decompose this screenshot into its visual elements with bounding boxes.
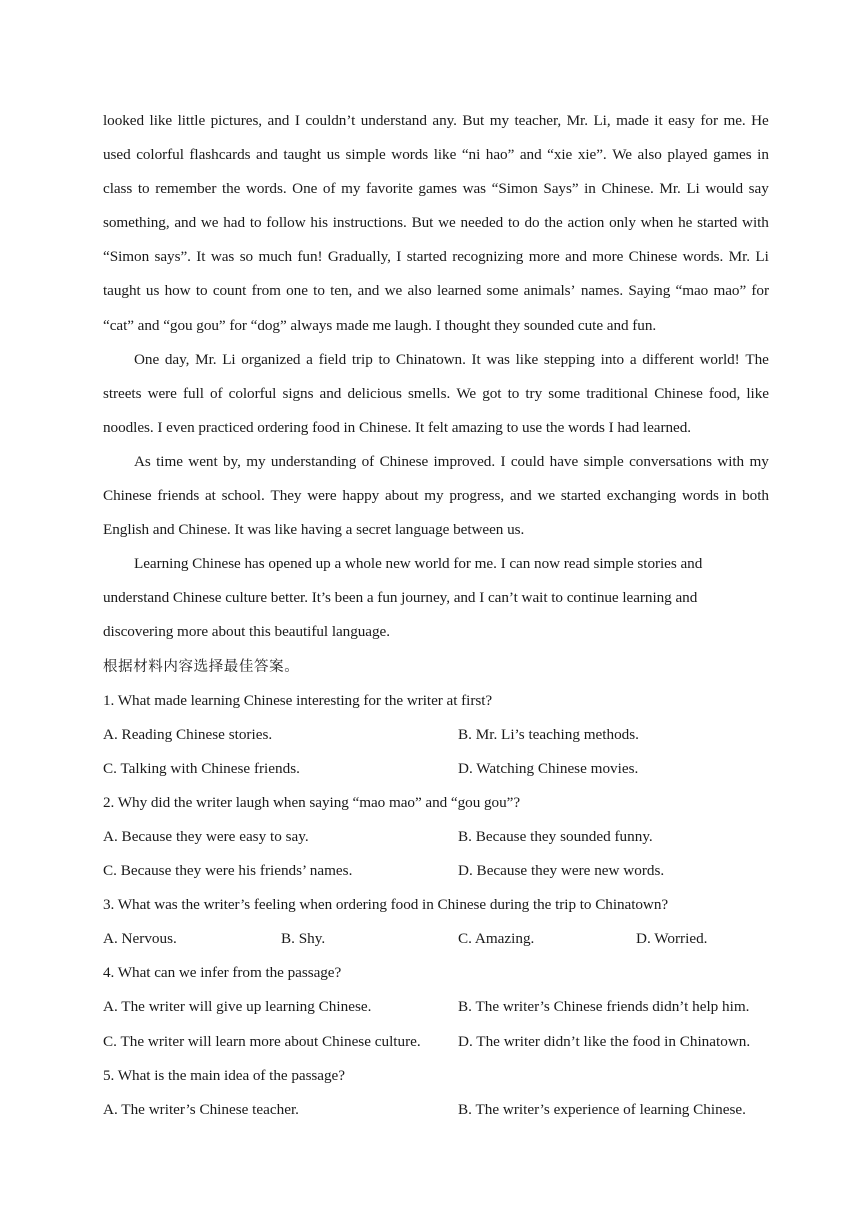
word: time [156,452,183,470]
word: ten, [330,282,353,300]
word: “ni [461,146,481,164]
word: my [489,112,509,129]
word: He [751,112,769,129]
word: class [103,180,133,198]
word: also [407,282,432,300]
word: of [209,384,223,402]
option-d: D. Worried. [636,930,708,948]
word: field [318,350,347,368]
word: both [742,487,769,505]
word: started [560,487,601,505]
word: Mr. [566,112,588,129]
word: streets [103,384,142,402]
option-c: C. Amazing. [458,930,535,948]
word: trip [351,350,373,368]
word: used [103,146,131,164]
word: Chinese [379,452,429,470]
word: Saying [628,282,671,300]
word: I [500,452,506,470]
word: food, [708,384,741,402]
word: we [200,214,219,232]
word: Li, [593,112,611,129]
word: organized [241,350,301,368]
word: some [548,384,581,402]
word: fun! [297,248,323,266]
option-b: B. Mr. Li’s teaching methods. [458,725,639,743]
word: how [164,282,191,300]
word: conversations [629,452,712,470]
word: words [682,487,719,505]
word: Li [755,248,769,266]
option-d: D. Because they were new words. [458,862,665,880]
word: Gradually, [327,248,391,266]
passage-line: discovering more about this beautiful language. [103,623,390,641]
word: Mr. [728,248,750,266]
passage-line: “cat” and “gou gou” for “dog” always made me laugh. I thought they sounded cute and fun. [103,316,657,334]
word: started [406,248,447,266]
word: was [462,180,487,198]
option-row [103,1093,769,1127]
word: flashcards [189,146,251,164]
word: It [196,248,206,266]
word: xie”. [577,146,607,164]
word: my [246,452,266,470]
word: different [642,350,694,368]
word: friends [157,487,200,505]
word: follow [266,214,306,232]
word: But [411,214,434,232]
word: stepping [543,350,595,368]
word: smells. [407,384,451,402]
word: and [519,146,542,164]
option-a: A. The writer’s Chinese teacher. [103,1100,299,1118]
option-a: A. The writer will give up learning Chinese. [103,998,372,1016]
word: We [456,384,477,402]
word: us [145,282,160,300]
word: progress, [449,487,505,505]
passage-line: noodles. I even practiced ordering food in Chinese. It felt amazing to use the words I had learned. [103,418,692,436]
word: only [609,214,636,232]
word: colorful [136,146,184,164]
option-c: C. The writer will learn more about Chinese culture. [103,1032,421,1050]
word: say [748,180,769,198]
word: with [717,452,745,470]
passage-line [103,377,769,411]
word: to [507,384,520,402]
word: One [292,180,318,198]
word: Chinese. [601,180,654,198]
word: Mr. [659,180,681,198]
passage-line [103,274,769,308]
option-c: C. Talking with Chinese friends. [103,759,300,777]
word: much [258,248,293,266]
word: in [757,146,769,164]
word: for [751,282,769,300]
word: names. [580,282,624,300]
word: were [307,487,337,505]
word: and [319,384,342,402]
word: Li [222,350,236,368]
word: simple [345,146,386,164]
word: and [565,248,587,266]
question-stem: 3. What was the writer’s feeling when ordering food in Chinese during the trip to Chinatown? [103,896,669,914]
word: “mao [675,282,709,300]
word: my [749,452,769,470]
question-stem: 4. What can we infer from the passage? [103,964,342,982]
option-row [103,752,769,786]
word: from [251,282,281,300]
word: we [537,487,556,505]
word: I [294,112,300,129]
option-a: A. Nervous. [103,930,177,948]
word: action [567,214,605,232]
word: in [584,180,596,198]
passage-paragraph-1 [103,104,769,343]
word: Mr. [195,350,217,368]
word: favorite [365,180,413,198]
word: was [486,350,510,368]
question-stem: 5. What is the main idea of the passage? [103,1066,345,1084]
question-stem: 2. Why did the writer laugh when saying “mao mao” and “gou gou”? [103,793,521,811]
word: to [313,282,325,300]
word: my [341,180,361,198]
word: the [221,180,241,198]
word: and [509,487,532,505]
word: games [713,146,752,164]
option-b: B. Shy. [281,930,326,948]
word: do [524,214,540,232]
word: by, [222,452,241,470]
word: like [149,112,173,129]
option-b: B. The writer’s Chinese friends didn’t help him. [458,998,750,1016]
passage-line [103,343,769,377]
passage-line [103,240,769,274]
word: words. [245,180,287,198]
question-3 [103,888,769,956]
word: and [267,112,290,129]
word: improved. [433,452,496,470]
word: like [433,146,457,164]
word: school. [221,487,265,505]
word: a [629,350,637,368]
word: would [705,180,744,198]
word: try [525,384,543,402]
word: looked [103,112,145,129]
passage-line [103,104,769,138]
word: instructions. [332,214,407,232]
word: any. [432,112,457,129]
word: traditional [586,384,649,402]
word: of [322,180,336,198]
word: started [697,214,738,232]
word: his [310,214,328,232]
word: like [746,384,769,402]
word: to [378,350,391,368]
option-row [103,1025,769,1059]
word: learned [436,282,482,300]
word: As [134,452,151,470]
word: Chinese [103,487,152,505]
option-row [103,718,769,752]
passage-line [103,138,769,172]
word: teacher, [514,112,562,129]
word: day, [164,350,190,368]
word: to [137,180,150,198]
question-instruction: 根据材料内容选择最佳答案。 [103,658,300,675]
word: mao” [713,282,747,300]
word: have [549,452,579,470]
word: They [270,487,302,505]
word: understand [360,112,427,129]
passage-line [103,172,769,206]
word: more [528,248,560,266]
option-b: B. The writer’s experience of learning Chinese. [458,1100,746,1118]
word: could [510,452,545,470]
option-d: D. Watching Chinese movies. [458,759,639,777]
word: exchanging [606,487,677,505]
word: into [600,350,625,368]
option-row [103,854,769,888]
word: got [482,384,502,402]
word: It [471,350,481,368]
word: “Simon [103,248,150,266]
word: were [147,384,177,402]
word: remember [155,180,217,198]
word: also [637,146,662,164]
word: more [592,248,624,266]
word: Li [686,180,700,198]
passage-paragraph-2 [103,343,769,445]
word: was [210,248,235,266]
option-d: D. The writer didn’t like the food in Chinatown. [458,1032,751,1050]
option-a: A. Because they were easy to say. [103,827,309,845]
word: played [667,146,708,164]
word: signs [282,384,314,402]
word: he [678,214,693,232]
word: with [742,214,769,232]
word: we [438,214,456,232]
word: a [306,350,313,368]
word: count [212,282,247,300]
word: when [640,214,674,232]
word: colorful [228,384,277,402]
word: Chinese [628,248,678,266]
word: to [249,214,262,232]
passage-line [103,479,769,513]
word: had [223,214,246,232]
word: But [462,112,485,129]
word: One [134,350,160,368]
word: something, [103,214,170,232]
word: in [724,487,737,505]
word: some [486,282,519,300]
word: little [177,112,206,129]
word: Says” [543,180,579,198]
option-row [103,820,769,854]
option-a: A. Reading Chinese stories. [103,725,273,743]
word: simple [583,452,624,470]
word: couldn’t [305,112,356,129]
question-4 [103,956,769,1058]
word: “Simon [491,180,538,198]
word: animals’ [523,282,576,300]
passage-line [103,206,769,240]
word: like [515,350,539,368]
option-row [103,922,769,956]
option-c: C. Because they were his friends’ names. [103,862,353,880]
passage-line: English and Chinese. It was like having a secret language between us. [103,521,525,539]
word: taught [103,282,141,300]
passage-line: Learning Chinese has opened up a whole new world for me. I can now read simple stories and [134,555,703,573]
question-5 [103,1059,769,1127]
word: pictures, [210,112,263,129]
option-b: B. Because they sounded funny. [458,827,653,845]
word: we [384,282,403,300]
question-stem: 1. What made learning Chinese interesting for the writer at first? [103,691,493,709]
word: and [256,146,278,164]
word: games [418,180,457,198]
word: for [700,112,718,129]
word: taught [283,146,322,164]
word: me. [723,112,746,129]
word: happy [342,487,380,505]
word: made [616,112,649,129]
word: words. [682,248,724,266]
word: of [361,452,375,470]
word: so [239,248,254,266]
passage-paragraph-3 [103,445,769,547]
word: full [182,384,204,402]
word: “xie [547,146,573,164]
word: to [507,214,520,232]
word: to [195,282,208,300]
document-content [103,104,769,1127]
word: recognizing [452,248,524,266]
word: needed [460,214,504,232]
passage-line [103,445,769,479]
word: and [357,282,380,300]
word: at [204,487,216,505]
word: The [745,350,769,368]
word: words [391,146,429,164]
word: understanding [270,452,357,470]
passage-line: understand Chinese culture better. It’s been a fun journey, and I can’t wait to continue learning and [103,589,698,607]
word: one [286,282,308,300]
word: and [174,214,197,232]
word: delicious [347,384,402,402]
question-1 [103,684,769,786]
word: about [384,487,419,505]
word: went [188,452,218,470]
word: Chinese [654,384,703,402]
word: my [424,487,444,505]
question-2 [103,786,769,888]
word: us [326,146,340,164]
word: says”. [154,248,191,266]
word: the [544,214,563,232]
word: We [612,146,632,164]
option-row [103,990,769,1024]
word: I [396,248,402,266]
word: world! [699,350,740,368]
word: Chinatown. [395,350,466,368]
word: it [654,112,663,129]
word: easy [668,112,695,129]
passage-paragraph-4 [103,547,769,649]
word: hao” [485,146,515,164]
